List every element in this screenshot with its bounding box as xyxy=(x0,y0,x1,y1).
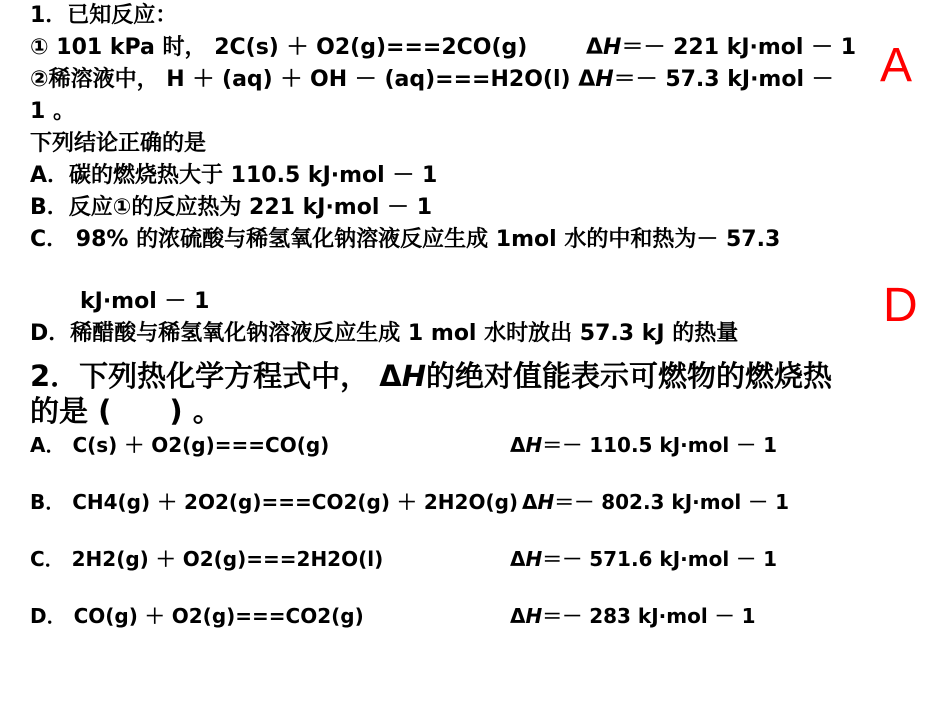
q2-option-a: A． C(s) ＋ O2(g)===CO(g) ΔH＝－ 110.5 kJ·mol － 1 xyxy=(30,433,778,457)
reaction-1-equation: ① 101 kPa 时， 2C(s) ＋ O2(g)===2CO(g) xyxy=(30,35,528,60)
q1-option-d: D．稀醋酸与稀氢氧化钠溶液反应生成 1 mol 水时放出 57.3 kJ 的热量 xyxy=(30,321,739,346)
q2-option-c-enthalpy: ΔH＝－ 571.6 kJ·mol － 1 xyxy=(510,547,778,571)
q2-option-c: C． 2H2(g) ＋ O2(g)===2H2O(l) ΔH＝－ 571.6 kJ·mol － 1 xyxy=(30,547,778,571)
q1-option-c-continued: kJ·mol － 1 xyxy=(80,289,210,314)
q1-option-a: A．碳的燃烧热大于 110.5 kJ·mol － 1 xyxy=(30,163,438,188)
answer-mark-q1: A xyxy=(880,39,913,92)
q2-option-d: D． CO(g) ＋ O2(g)===CO2(g) ΔH＝－ 283 kJ·mol － 1 xyxy=(30,604,756,628)
q2-option-a-enthalpy: ΔH＝－ 110.5 kJ·mol － 1 xyxy=(510,433,778,457)
q2-option-b: B． CH4(g) ＋ 2O2(g)===CO2(g) ＋ 2H2O(g) ΔH＝－ 802.3 kJ·mol － 1 xyxy=(30,490,790,514)
q1-reaction-2-continued: 1 。 xyxy=(30,99,75,124)
reaction-1-enthalpy: ΔH＝－ 221 kJ·mol － 1 xyxy=(586,35,857,60)
answer-mark-q2: D xyxy=(883,279,918,332)
q2-option-d-enthalpy: ΔH＝－ 283 kJ·mol － 1 xyxy=(510,604,756,628)
q2-option-b-enthalpy: ΔH＝－ 802.3 kJ·mol － 1 xyxy=(522,490,790,514)
q1-reaction-1 xyxy=(30,34,857,62)
q2-title: 2．下列热化学方程式中， ΔH的绝对值能表示可燃物的燃烧热 xyxy=(30,359,833,393)
q1-reaction-2: ②稀溶液中， H ＋ (aq) ＋ OH － (aq)===H2O(l) ΔH＝－ 57.3 kJ·mol － xyxy=(30,67,834,92)
q1-title: 1．已知反应： xyxy=(30,3,178,28)
q1-stem: 下列结论正确的是 xyxy=(30,131,207,156)
q1-option-b: B．反应①的反应热为 221 kJ·mol － 1 xyxy=(30,195,433,220)
q2-title-continued: 的是 ( ) 。 xyxy=(30,394,222,428)
q1-option-c: C． 98% 的浓硫酸与稀氢氧化钠溶液反应生成 1mol 水的中和热为－ 57.3 xyxy=(30,227,781,252)
